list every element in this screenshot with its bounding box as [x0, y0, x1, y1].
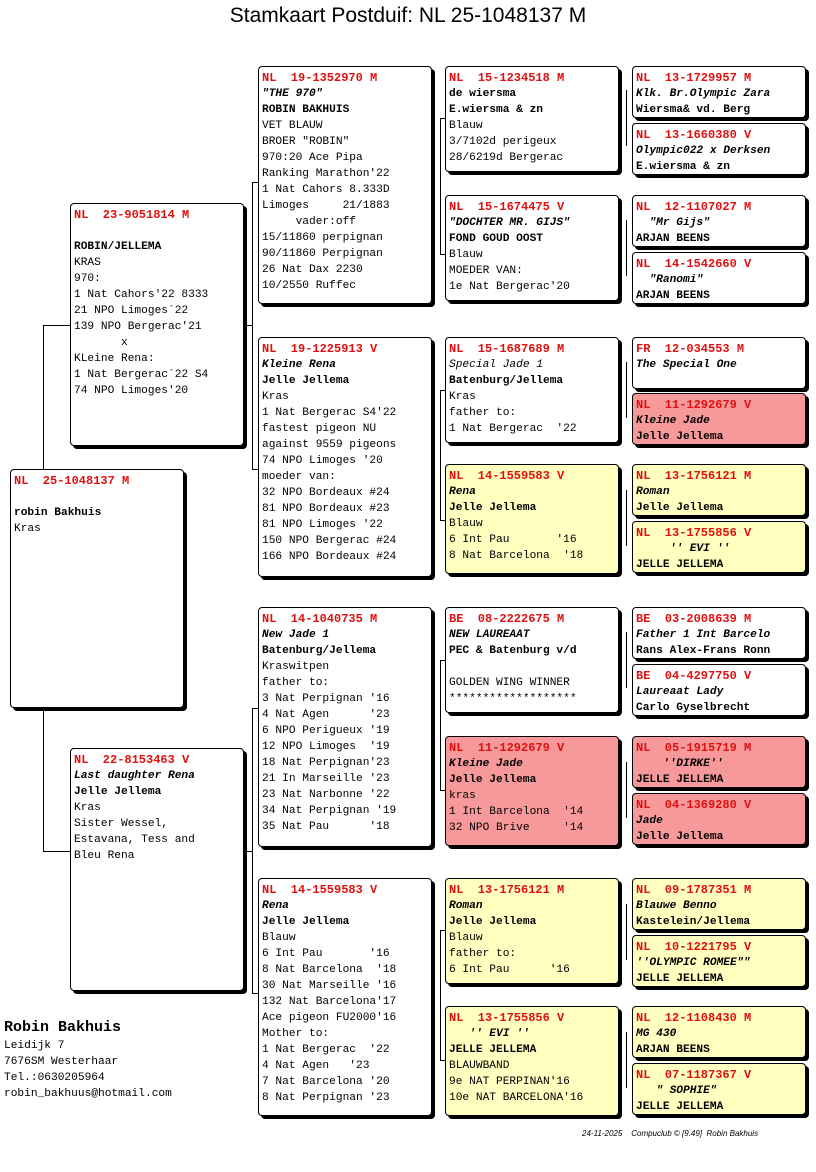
pigeon-card-g8[interactable]	[632, 521, 806, 573]
ring-number: NL 14-1559583 V	[449, 469, 565, 483]
pigeon-info-line: VET BLAUW	[262, 120, 323, 132]
pigeon-info-line: Rena	[449, 486, 476, 498]
ring-number: NL 13-1756121 M	[636, 469, 752, 483]
connector	[43, 325, 44, 469]
connector	[626, 632, 627, 688]
pigeon-info-line: father to:	[262, 677, 330, 689]
pigeon-info-line: Sister Wessel,	[74, 818, 168, 830]
pigeon-card-g12[interactable]	[632, 793, 806, 845]
owner-city: 7676SM Westerhaar	[4, 1056, 119, 1068]
pigeon-info-line: 139 NPO Bergerac'21	[74, 321, 202, 333]
pigeon-info-line: Carlo Gyselbrecht	[636, 702, 751, 714]
pigeon-info-line: 81 NPO Bordeaux #23	[262, 503, 390, 515]
pigeon-info-line: father to:	[449, 407, 517, 419]
pigeon-info-line: " SOPHIE"	[636, 1085, 717, 1097]
pigeon-info-line: JELLE JELLEMA	[636, 1101, 724, 1113]
pigeon-info-line: 32 NPO Brive '14	[449, 822, 584, 834]
ring-number: NL 13-1660380 V	[636, 128, 752, 142]
pigeon-info-line: moeder van:	[262, 471, 336, 483]
pigeon-info-line: '' EVI ''	[449, 1028, 530, 1040]
pigeon-info-line: 90/11860 Perpignan	[262, 248, 383, 260]
pigeon-card-mmf[interactable]	[445, 878, 619, 984]
pigeon-info-line: 26 Nat Dax 2230	[262, 264, 363, 276]
pigeon-info-line: NEW LAUREAAT	[449, 629, 530, 641]
pigeon-info-line: 10e NAT BARCELONA'16	[449, 1092, 584, 1104]
pigeon-info-line: 132 Nat Barcelona'17	[262, 996, 397, 1008]
page-title: Stamkaart Postduif: NL 25-1048137 M	[229, 4, 587, 27]
connector	[440, 390, 441, 520]
ring-number: NL 25-1048137 M	[14, 474, 130, 488]
pigeon-card-g7[interactable]	[632, 464, 806, 516]
pigeon-info-line: father to:	[449, 948, 517, 960]
pigeon-info-line: BROER "ROBIN"	[262, 136, 350, 148]
pigeon-info-line: vader:off	[262, 216, 356, 228]
ring-number: NL 04-1369280 V	[636, 798, 752, 812]
ring-number: NL 13-1729957 M	[636, 71, 752, 85]
pigeon-info-line: 1 Nat Cahors'22 8333	[74, 289, 209, 301]
ring-number: NL 15-1674475 V	[449, 200, 565, 214]
pigeon-info-line	[636, 373, 802, 389]
pigeon-info-line: fastest pigeon NU	[262, 423, 377, 435]
pigeon-info-line: 32 NPO Bordeaux #24	[262, 487, 390, 499]
pigeon-info-line: 1 Nat Bergerac S4'22	[262, 407, 397, 419]
ring-number: NL 23-9051814 M	[74, 208, 190, 222]
pigeon-info-line: Estavana, Tess and	[74, 834, 195, 846]
pigeon-card-fm[interactable]	[258, 337, 432, 577]
ring-number: NL 15-1234518 M	[449, 71, 565, 85]
connector	[626, 220, 627, 276]
pigeon-info-line: kras	[449, 790, 476, 802]
ring-number: NL 13-1755856 V	[636, 526, 752, 540]
pigeon-info-line: Jelle Jellema	[262, 375, 350, 387]
pigeon-info-line: Wiersma& vd. Berg	[636, 104, 751, 116]
ring-number: NL 12-1108430 M	[636, 1011, 752, 1025]
pigeon-card-g14[interactable]	[632, 935, 806, 987]
pigeon-info-line: JELLE JELLEMA	[636, 973, 724, 985]
pigeon-info-line: Jelle Jellema	[636, 502, 724, 514]
pigeon-info-line: "Ranomi"	[636, 274, 704, 286]
pigeon-card-g3[interactable]	[632, 195, 806, 247]
pigeon-info-line: Jelle Jellema	[636, 431, 724, 443]
ring-number: BE 08-2222675 M	[449, 612, 565, 626]
pigeon-info-line: Roman	[636, 486, 670, 498]
pigeon-card-ffm[interactable]	[445, 195, 619, 301]
pigeon-info-line: Jade	[636, 815, 663, 827]
pigeon-info-line: *******************	[449, 693, 577, 705]
pigeon-info-line: Jelle Jellema	[636, 831, 724, 843]
pigeon-info-line: Blauw	[449, 249, 483, 261]
pigeon-card-fmf[interactable]	[445, 337, 619, 443]
pigeon-info-line: 6 Int Pau '16	[262, 948, 390, 960]
ring-number: FR 12-034553 M	[636, 342, 745, 356]
pigeon-info-line: JELLE JELLEMA	[636, 559, 724, 571]
pigeon-info-line: 21 NPO Limoges`22	[74, 305, 189, 317]
pigeon-card-g4[interactable]	[632, 252, 806, 304]
pigeon-info-line: 6 Int Pau '16	[449, 534, 577, 546]
pigeon-info-line: E.wiersma & zn	[449, 104, 543, 116]
pigeon-info-line: 10/2550 Ruffec	[262, 280, 356, 292]
pigeon-card-subject[interactable]	[10, 469, 184, 708]
pigeon-card-fmm[interactable]	[445, 464, 619, 574]
pigeon-info-line: 3/7102d perigeux	[449, 136, 557, 148]
pigeon-info-line: Laureaat Lady	[636, 686, 724, 698]
pigeon-info-line: 35 Nat Pau '18	[262, 821, 390, 833]
ring-number: BE 04-4297750 V	[636, 669, 752, 683]
pigeon-info-line: PEC & Batenburg v/d	[449, 645, 577, 657]
pigeon-info-line: 4 Nat Agen '23	[262, 709, 390, 721]
pigeon-card-g10[interactable]	[632, 664, 806, 716]
pigeon-info-line: KLeine Rena:	[74, 353, 155, 365]
connector	[440, 660, 441, 790]
pigeon-info-line: ARJAN BEENS	[636, 233, 710, 245]
ring-number: BE 03-2008639 M	[636, 612, 752, 626]
pigeon-info-line: 1 Nat Bergerac '22	[449, 423, 577, 435]
pigeon-info-line: Kleine Rena	[262, 359, 336, 371]
connector	[440, 930, 441, 1060]
pigeon-card-mff[interactable]	[445, 607, 619, 713]
pigeon-info-line: Special Jade 1	[449, 359, 543, 371]
connector	[440, 118, 441, 254]
ring-number: NL 14-1542660 V	[636, 257, 752, 271]
pigeon-info-line: Kleine Jade	[449, 758, 523, 770]
pigeon-info-line: 8 Nat Barcelona '18	[449, 550, 584, 562]
pigeon-info-line: 1 Nat Cahors 8.333D	[262, 184, 390, 196]
connector	[43, 708, 44, 851]
pigeon-card-mmm[interactable]	[445, 1006, 619, 1116]
pigeon-info-line: ARJAN BEENS	[636, 290, 710, 302]
pigeon-info-line: Last daughter Rena	[74, 770, 195, 782]
pigeon-info-line: robin Bakhuis	[14, 507, 102, 519]
pigeon-info-line: "DOCHTER MR. GIJS"	[449, 217, 570, 229]
pigeon-card-mf[interactable]	[258, 607, 432, 847]
pigeon-info-line	[74, 223, 240, 239]
pigeon-info-line: Father 1 Int Barcelo	[636, 629, 771, 641]
pigeon-info-line: ''OLYMPIC ROMEE""	[636, 957, 751, 969]
pigeon-card-g11[interactable]	[632, 736, 806, 788]
connector	[626, 90, 627, 146]
pigeon-info-line: 74 NPO Limoges '20	[262, 455, 383, 467]
ring-number: NL 05-1915719 M	[636, 741, 752, 755]
pigeon-info-line: JELLE JELLEMA	[636, 774, 724, 786]
pigeon-card-g2[interactable]	[632, 123, 806, 175]
ring-number: NL 07-1187367 V	[636, 1068, 752, 1082]
pigeon-info-line: '' EVI ''	[636, 543, 730, 555]
pigeon-info-line: "Mr Gijs"	[636, 217, 710, 229]
pigeon-info-line: 6 Int Pau '16	[449, 964, 570, 976]
pigeon-info-line: 81 NPO Limoges '22	[262, 519, 383, 531]
pigeon-info-line: Batenburg/Jellema	[262, 645, 377, 657]
connector	[626, 904, 627, 960]
pigeon-info-line: JELLE JELLEMA	[449, 1044, 537, 1056]
pigeon-info-line: BLAUWBAND	[449, 1060, 510, 1072]
pigeon-info-line: 1 Nat Bergerac`22 S4	[74, 369, 209, 381]
connector	[626, 362, 627, 418]
pigeon-info-line: Kastelein/Jellema	[636, 916, 751, 928]
pigeon-card-mother[interactable]	[70, 748, 244, 991]
pigeon-info-line: Jelle Jellema	[449, 502, 537, 514]
pigeon-info-line: "THE 970"	[262, 88, 323, 100]
ring-number: NL 12-1107027 M	[636, 200, 752, 214]
ring-number: NL 14-1040735 M	[262, 612, 378, 626]
pigeon-card-ff[interactable]	[258, 66, 432, 304]
ring-number: NL 13-1755856 V	[449, 1011, 565, 1025]
owner-phone: Tel.:0630205964	[4, 1072, 105, 1084]
pigeon-info-line: GOLDEN WING WINNER	[449, 677, 570, 689]
pigeon-info-line	[14, 489, 180, 505]
connector	[244, 851, 253, 852]
pigeon-info-line: FOND GOUD OOST	[449, 233, 543, 245]
pigeon-card-fff[interactable]	[445, 66, 619, 172]
pigeon-info-line: ROBIN BAKHUIS	[262, 104, 350, 116]
pigeon-info-line: 74 NPO Limoges'20	[74, 385, 189, 397]
pigeon-info-line: 34 Nat Perpignan '19	[262, 805, 397, 817]
pigeon-info-line: 9e NAT PERPINAN'16	[449, 1076, 570, 1088]
ring-number: NL 19-1352970 M	[262, 71, 378, 85]
pigeon-info-line: MOEDER VAN:	[449, 265, 523, 277]
pigeon-info-line: Kleine Jade	[636, 415, 710, 427]
pigeon-info-line	[449, 659, 615, 675]
pigeon-card-father[interactable]	[70, 203, 244, 446]
pigeon-info-line: Kras	[262, 391, 289, 403]
pigeon-info-line: 150 NPO Bergerac #24	[262, 535, 397, 547]
pigeon-info-line: Rans Alex-Frans Ronn	[636, 645, 771, 657]
pigeon-info-line: Jelle Jellema	[74, 786, 162, 798]
pigeon-info-line: 1 Int Barcelona '14	[449, 806, 584, 818]
pigeon-info-line: Kras	[14, 523, 41, 535]
owner-address: Leidijk 7	[4, 1040, 65, 1052]
owner-info	[4, 1018, 172, 1102]
pigeon-info-line: New Jade 1	[262, 629, 330, 641]
pigeon-info-line: Kras	[74, 802, 101, 814]
connector	[244, 325, 253, 326]
pigeon-info-line: Bleu Rena	[74, 850, 135, 862]
pigeon-info-line: Kraswitpen	[262, 661, 330, 673]
ring-number: NL 22-8153463 V	[74, 753, 190, 767]
pigeon-card-g15[interactable]	[632, 1006, 806, 1058]
pigeon-info-line: 970:	[74, 273, 101, 285]
pigeon-info-line: Blauwe Benno	[636, 900, 717, 912]
connector	[626, 490, 627, 546]
connector	[43, 325, 71, 326]
connector	[43, 851, 71, 852]
pigeon-info-line: ROBIN/JELLEMA	[74, 241, 162, 253]
pigeon-info-line: Rena	[262, 900, 289, 912]
ring-number: NL 19-1225913 V	[262, 342, 378, 356]
pigeon-info-line: E.wiersma & zn	[636, 161, 730, 173]
pigeon-info-line: Batenburg/Jellema	[449, 375, 564, 387]
ring-number: NL 13-1756121 M	[449, 883, 565, 897]
pigeon-info-line: 15/11860 perpignan	[262, 232, 383, 244]
pigeon-info-line: Blauw	[262, 932, 296, 944]
pigeon-info-line: 166 NPO Bordeaux #24	[262, 551, 397, 563]
pigeon-info-line: 21 In Marseille '23	[262, 773, 390, 785]
pigeon-info-line: MG 430	[636, 1028, 677, 1040]
pigeon-info-line: Blauw	[449, 120, 483, 132]
pigeon-info-line: Roman	[449, 900, 483, 912]
pigeon-card-mfm[interactable]	[445, 736, 619, 846]
connector	[626, 762, 627, 818]
pigeon-info-line: 28/6219d Bergerac	[449, 152, 564, 164]
owner-email[interactable]: robin_bakhuus@hotmail.com	[4, 1088, 172, 1100]
pigeon-info-line: KRAS	[74, 257, 101, 269]
pigeon-info-line: Ace pigeon FU2000'16	[262, 1012, 397, 1024]
pigeon-card-g6[interactable]	[632, 393, 806, 445]
pigeon-info-line: 1 Nat Bergerac '22	[262, 1044, 390, 1056]
pigeon-info-line: x	[74, 337, 128, 349]
ring-number: NL 11-1292679 V	[636, 398, 752, 412]
pigeon-info-line: Jelle Jellema	[262, 916, 350, 928]
pigeon-info-line: ''DIRKE''	[636, 758, 724, 770]
pigeon-card-g16[interactable]	[632, 1063, 806, 1115]
pigeon-info-line: 970:20 Ace Pipa	[262, 152, 363, 164]
pigeon-info-line: Kras	[449, 391, 476, 403]
pigeon-info-line: de wiersma	[449, 88, 517, 100]
pigeon-card-mm[interactable]	[258, 878, 432, 1116]
footer-credit: 24-11-2025 Compuclub © [9.49] Robin Bakhuis	[582, 1129, 759, 1138]
pigeon-card-g1[interactable]	[632, 66, 806, 118]
ring-number: NL 15-1687689 M	[449, 342, 565, 356]
pigeon-info-line: Mother to:	[262, 1028, 330, 1040]
connector	[626, 1032, 627, 1088]
pigeon-card-g9[interactable]	[632, 607, 806, 659]
pigeon-info-line: 18 Nat Perpignan'23	[262, 757, 390, 769]
pigeon-info-line: 8 Nat Barcelona '18	[262, 964, 397, 976]
pigeon-info-line: 12 NPO Limoges '19	[262, 741, 390, 753]
pigeon-card-g5[interactable]	[632, 337, 806, 389]
ring-number: NL 14-1559583 V	[262, 883, 378, 897]
pigeon-info-line: 23 Nat Narbonne '22	[262, 789, 390, 801]
ring-number: NL 10-1221795 V	[636, 940, 752, 954]
pigeon-info-line: 8 Nat Perpignan '23	[262, 1092, 390, 1104]
pigeon-info-line: The Special One	[636, 359, 737, 371]
pigeon-info-line: against 9559 pigeons	[262, 439, 397, 451]
pigeon-info-line: 4 Nat Agen '23	[262, 1060, 370, 1072]
pigeon-info-line: 30 Nat Marseille '16	[262, 980, 397, 992]
pigeon-info-line: Blauw	[449, 518, 483, 530]
pigeon-info-line: Limoges 21/1883	[262, 200, 390, 212]
ring-number: NL 11-1292679 V	[449, 741, 565, 755]
pigeon-info-line: Klk. Br.Olympic Zara	[636, 88, 771, 100]
pigeon-info-line: ARJAN BEENS	[636, 1044, 710, 1056]
pigeon-card-g13[interactable]	[632, 878, 806, 930]
pigeon-info-line: Jelle Jellema	[449, 916, 537, 928]
pigeon-info-line: 7 Nat Barcelona '20	[262, 1076, 390, 1088]
pigeon-info-line: 6 NPO Perigueux '19	[262, 725, 390, 737]
pigeon-info-line: Olympic022 x Derksen	[636, 145, 771, 157]
pigeon-info-line: Jelle Jellema	[449, 774, 537, 786]
pigeon-info-line: Ranking Marathon'22	[262, 168, 390, 180]
pigeon-info-line: Blauw	[449, 932, 483, 944]
ring-number: NL 09-1787351 M	[636, 883, 752, 897]
pigeon-info-line: 1e Nat Bergerac'20	[449, 281, 570, 293]
owner-name: Robin Bakhuis	[4, 1019, 122, 1036]
pigeon-info-line: 3 Nat Perpignan '16	[262, 693, 390, 705]
